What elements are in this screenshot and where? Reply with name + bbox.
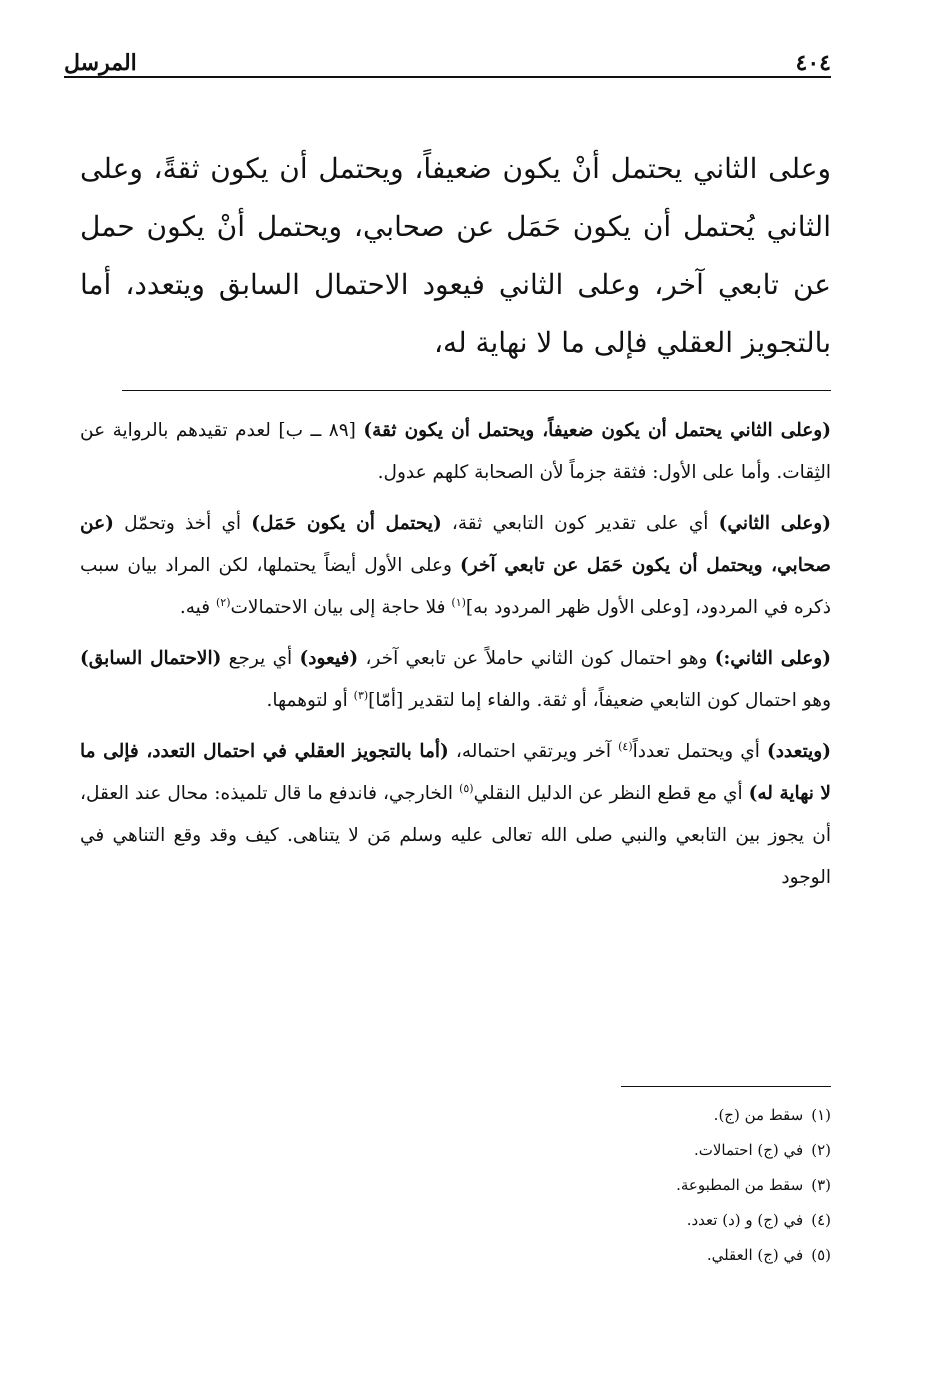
commentary-text: فيه. <box>179 597 211 618</box>
footnote-item <box>80 1098 831 1133</box>
commentary-text: وهو احتمال كون التابعي ضعيفاً، أو ثقة. والفاء إما لتقدير [أمّا] <box>368 690 831 711</box>
footnote-text: في (ج) العقلي. <box>706 1246 804 1264</box>
commentary-text: وعلى الأول أيضاً يحتملها، لكن المراد بيان سبب ذكره في المردود، [وعلى الأول ظهر المردود به] <box>80 555 831 618</box>
lemma: (وعلى الثاني:) <box>714 648 831 669</box>
commentary-paragraph-2 <box>80 503 831 629</box>
commentary-paragraph-3 <box>80 638 831 722</box>
footnote-number: (٤) <box>811 1211 831 1229</box>
commentary-paragraph-1 <box>80 410 831 494</box>
footnote-ref: (٢) <box>216 595 231 609</box>
footnote-ref: (١) <box>451 595 466 609</box>
footnote-item <box>80 1168 831 1203</box>
commentary-paragraph-4 <box>80 731 831 899</box>
lemma: (عن صحابي، ويحتمل أن يكون حَمَل عن تابعي آخر) <box>80 513 831 576</box>
lemma: (وعلى الثاني يحتمل أن يكون ضعيفاً، ويحتمل أن يكون ثقة) <box>363 420 831 441</box>
footnote-item <box>80 1203 831 1238</box>
footnote-text: في (ج) احتمالات. <box>693 1141 804 1159</box>
commentary-text: أي مع قطع النظر عن الدليل النقلي <box>473 783 743 804</box>
lemma: (ويتعدد) <box>766 741 831 762</box>
header-rule <box>64 76 831 78</box>
footnote-text: سقط من المطبوعة. <box>676 1176 804 1194</box>
lemma: (الاحتمال السابق) <box>80 648 222 669</box>
footnote-rule <box>621 1086 831 1087</box>
footnote-number: (٢) <box>811 1141 831 1159</box>
commentary-text: فلا حاجة إلى بيان الاحتمالات <box>230 597 446 618</box>
commentary-text: وهو احتمال كون الثاني حاملاً عن تابعي آخر، <box>365 648 708 669</box>
footnote-number: (١) <box>811 1106 831 1124</box>
commentary-text: أو لتوهمها. <box>266 690 348 711</box>
footnote-text: سقط من (ج). <box>713 1106 804 1124</box>
commentary-text: آخر ويرتقي احتماله، <box>455 741 612 762</box>
page-header <box>64 36 831 76</box>
running-title: المرسل <box>64 50 137 76</box>
folio-marker: [٨٩ ــ ب] <box>278 420 356 441</box>
page-number: ٤٠٤ <box>795 50 831 76</box>
lemma: (وعلى الثاني) <box>718 513 831 534</box>
footnote-number: (٥) <box>811 1246 831 1264</box>
lemma: (فيعود) <box>299 648 359 669</box>
commentary <box>80 410 831 908</box>
footnote-number: (٣) <box>811 1176 831 1194</box>
commentary-text: لعدم تقيدهم بالرواية عن الثِقات. وأما على الأول: فثقة جزماً لأن الصحابة كلهم عدول. <box>80 420 831 483</box>
footnote-text: في (ج) و (د) تعدد. <box>686 1211 804 1229</box>
commentary-text: أي أخذ وتحمّل <box>124 513 242 534</box>
main-text <box>80 140 831 372</box>
main-paragraph: وعلى الثاني يحتمل أنْ يكون ضعيفاً، ويحتمل أن يكون ثقةً، وعلى الثاني يُحتمل أن يكون حَمَل عن صحابي، ويحتمل أنْ يكون حمل عن تابعي آخر، وعلى الثاني فيعود الاحتمال السابق ويتعدد، أما بالتجويز العقلي فإلى ما لا نهاية له، <box>80 152 831 359</box>
footnote-item <box>80 1133 831 1168</box>
lemma: (يحتمل أن يكون حَمَل) <box>251 513 442 534</box>
lemma: (أما بالتجويز العقلي في احتمال التعدد، فإلى ما لا نهاية له) <box>80 741 831 804</box>
footnote-item <box>80 1238 831 1273</box>
footnote-ref: (٤) <box>618 739 633 753</box>
footnote-ref: (٣) <box>353 688 369 702</box>
footnotes <box>80 1098 831 1273</box>
footnote-ref: (٥) <box>459 781 474 795</box>
commentary-text: الخارجي، فاندفع ما قال تلميذه: محال عند العقل، أن يجوز بين التابعي والنبي صلى الله تعالى عليه وسلم مَن لا يتناهى. كيف وقد وقع التناهي في الوجود <box>80 783 831 888</box>
commentary-text: أي ويحتمل تعدداً <box>632 741 760 762</box>
commentary-text: أي على تقدير كون التابعي ثقة، <box>451 513 709 534</box>
text-commentary-divider <box>122 390 831 391</box>
commentary-text: أي يرجع <box>228 648 293 669</box>
